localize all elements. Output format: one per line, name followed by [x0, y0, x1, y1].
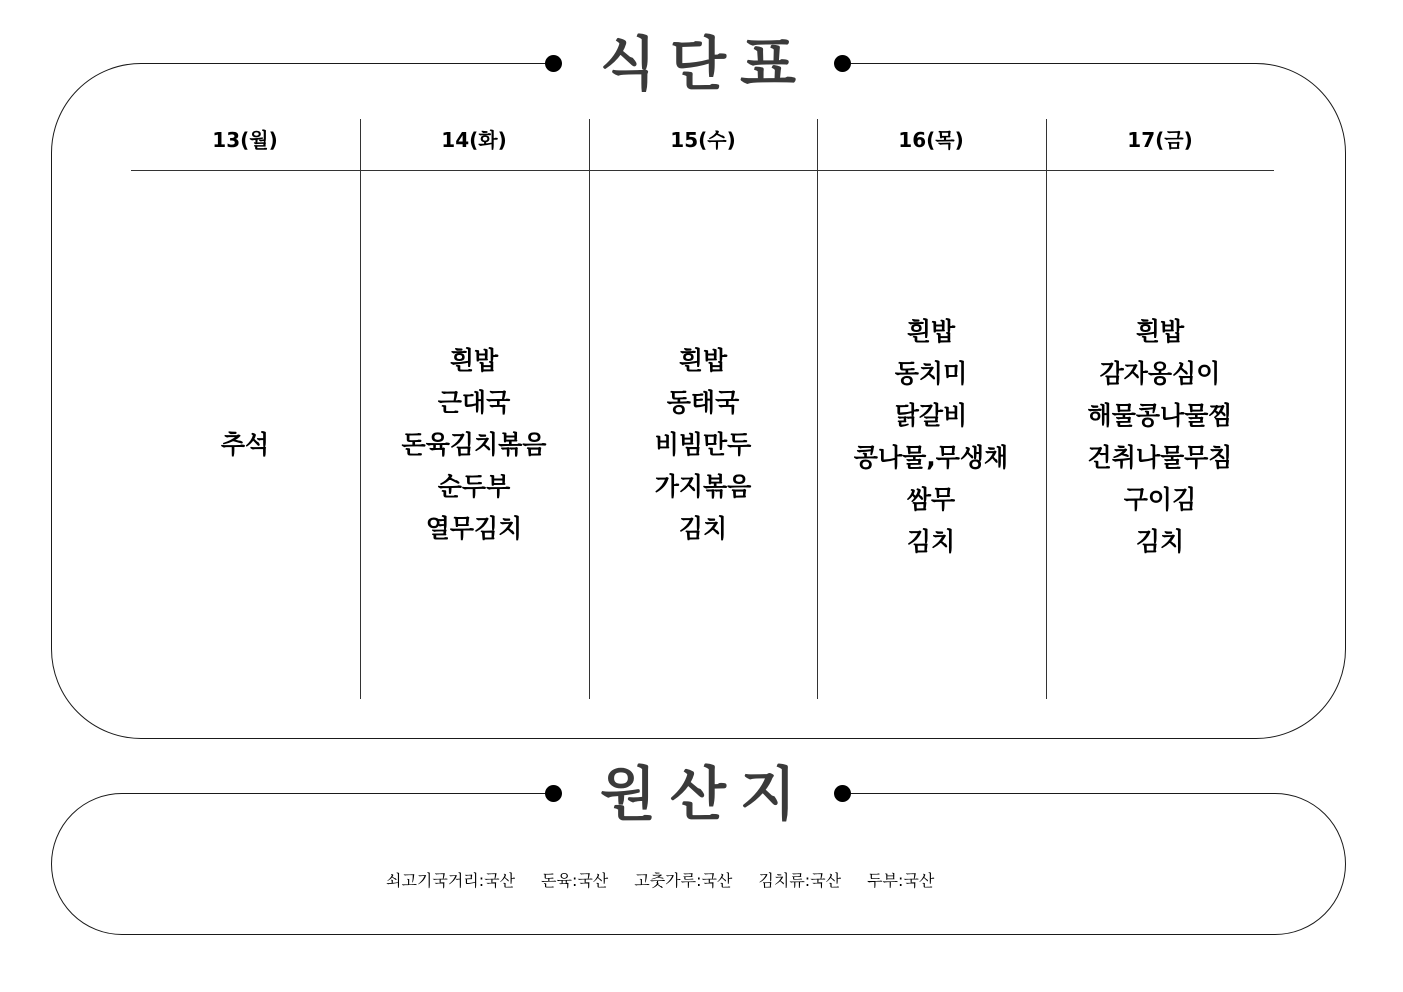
menu-item: 동태국: [666, 388, 740, 417]
menu-item: 해물콩나물찜: [1087, 401, 1233, 430]
menu-item: 순두부: [437, 472, 511, 501]
origin-title-block: [545, 754, 851, 834]
title-dot-left: [545, 55, 562, 72]
title-dot-right: [834, 785, 851, 802]
menu-item: 흰밥: [1135, 317, 1185, 346]
menu-title: 식단표: [599, 30, 811, 98]
day-header-mon: 13(월): [212, 128, 278, 152]
menu-item: 구이김: [1123, 485, 1197, 514]
day-header-wed: 15(수): [670, 128, 736, 152]
menu-item: 비빔만두: [654, 430, 752, 459]
menu-item: 열무김치: [425, 514, 523, 543]
day-menu-tue: [360, 181, 588, 709]
origin-item: 돈육:국산: [541, 870, 609, 890]
menu-item: 건취나물무침: [1087, 443, 1233, 472]
origin-item: 쇠고기국거리:국산: [386, 870, 516, 890]
day-menu-wed: [589, 181, 817, 709]
title-dot-right: [834, 55, 851, 72]
origin-item: 고춧가루:국산: [634, 870, 733, 890]
menu-item: 가지볶음: [654, 472, 752, 501]
menu-item: 쌈무: [906, 485, 956, 514]
day-menu-thu: [817, 173, 1045, 701]
menu-item: 동치미: [894, 359, 968, 388]
menu-item: 근대국: [437, 388, 511, 417]
menu-item: 돈육김치볶음: [401, 430, 547, 459]
day-header-fri: 17(금): [1127, 128, 1193, 152]
menu-item: 흰밥: [449, 346, 499, 375]
menu-title-block: [545, 24, 851, 104]
menu-item: 김치: [906, 527, 956, 556]
origin-title: 원산지: [599, 760, 811, 828]
menu-item: 김치: [1135, 527, 1185, 556]
origin-list: [386, 866, 960, 892]
menu-item: 닭갈비: [894, 401, 968, 430]
header-divider: [131, 170, 1274, 171]
origin-item: 두부:국산: [867, 870, 935, 890]
day-menu-mon: [131, 181, 359, 709]
day-header-tue: 14(화): [441, 128, 507, 152]
menu-item: 김치: [678, 514, 728, 543]
day-header-thu: 16(목): [898, 128, 964, 152]
menu-item: 콩나물,무생채: [853, 443, 1009, 472]
origin-item: 김치류:국산: [758, 870, 842, 890]
menu-item: 감자옹심이: [1099, 359, 1221, 388]
title-dot-left: [545, 785, 562, 802]
menu-item: 흰밥: [906, 317, 956, 346]
day-menu-fri: [1046, 173, 1274, 701]
menu-item: 추석: [220, 430, 270, 459]
menu-item: 흰밥: [678, 346, 728, 375]
